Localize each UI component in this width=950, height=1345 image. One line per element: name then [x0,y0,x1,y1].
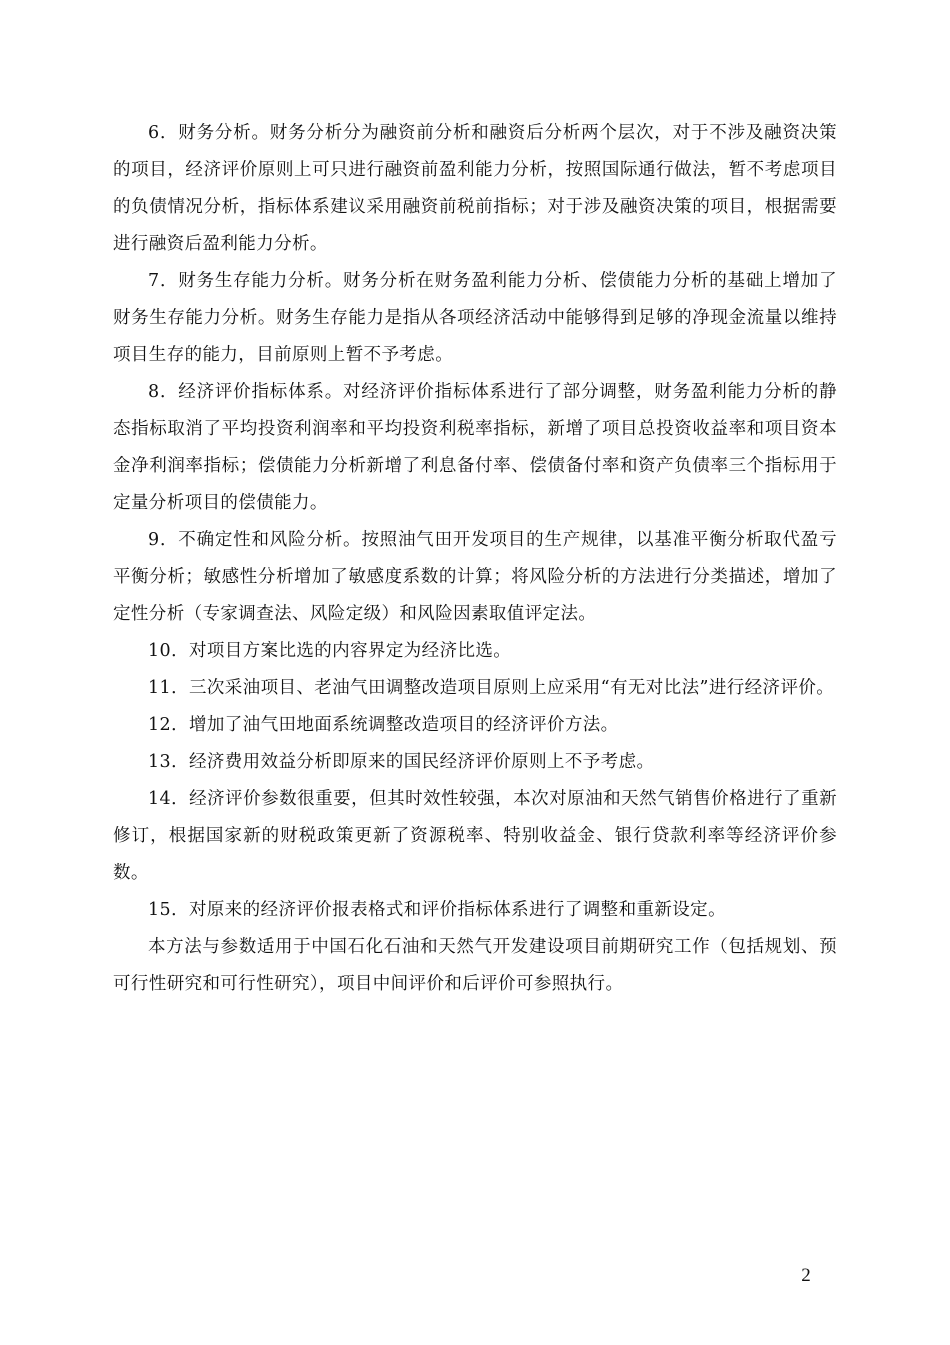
paragraph-financial-analysis: 6．财务分析。财务分析分为融资前分析和融资后分析两个层次，对于不涉及融资决策的项目，经济评价原则上可只进行融资前盈利能力分析，按照国际通行做法，暂不考虑项目的负债情况分析，指标体系建议采用融资前税前指标；对于涉及融资决策的项目，根据需要进行融资后盈利能力分析。 [113,123,837,254]
document-body [113,115,837,1003]
paragraph-scope: 本方法与参数适用于中国石化石油和天然气开发建设项目前期研究工作（包括规划、预可行性研究和可行性研究），项目中间评价和后评价可参照执行。 [113,937,837,994]
paragraph-financial-survival: 7．财务生存能力分析。财务分析在财务盈利能力分析、偿债能力分析的基础上增加了财务生存能力分析。财务生存能力是指从各项经济活动中能够得到足够的净现金流量以维持项目生存的能力，目前原则上暂不予考虑。 [113,271,837,365]
page-number: 2 [801,1265,811,1286]
paragraph-evaluation-parameters: 14．经济评价参数很重要，但其时效性较强，本次对原油和天然气销售价格进行了重新修订，根据国家新的财税政策更新了资源税率、特别收益金、银行贷款利率等经济评价参数。 [113,789,837,883]
paragraph-tertiary-recovery: 11．三次采油项目、老油气田调整改造项目原则上应采用“有无对比法”进行经济评价。 [148,678,835,698]
paragraph-uncertainty-risk: 9．不确定性和风险分析。按照油气田开发项目的生产规律，以基准平衡分析取代盈亏平衡分析；敏感性分析增加了敏感度系数的计算；将风险分析的方法进行分类描述，增加了定性分析（专家调查法、风险定级）和风险因素取值评定法。 [113,530,837,624]
paragraph-scheme-comparison: 10．对项目方案比选的内容界定为经济比选。 [148,641,512,661]
paragraph-cost-benefit: 13．经济费用效益分析即原来的国民经济评价原则上不予考虑。 [148,752,655,772]
paragraph-indicator-system: 8．经济评价指标体系。对经济评价指标体系进行了部分调整，财务盈利能力分析的静态指标取消了平均投资利润率和平均投资利税率指标，新增了项目总投资收益率和项目资本金净利润率指标；偿债能力分析新增了利息备付率、偿债备付率和资产负债率三个指标用于定量分析项目的偿债能力。 [113,382,837,513]
paragraph-report-format: 15．对原来的经济评价报表格式和评价指标体系进行了调整和重新设定。 [148,900,726,920]
paragraph-surface-system: 12．增加了油气田地面系统调整改造项目的经济评价方法。 [148,715,619,735]
